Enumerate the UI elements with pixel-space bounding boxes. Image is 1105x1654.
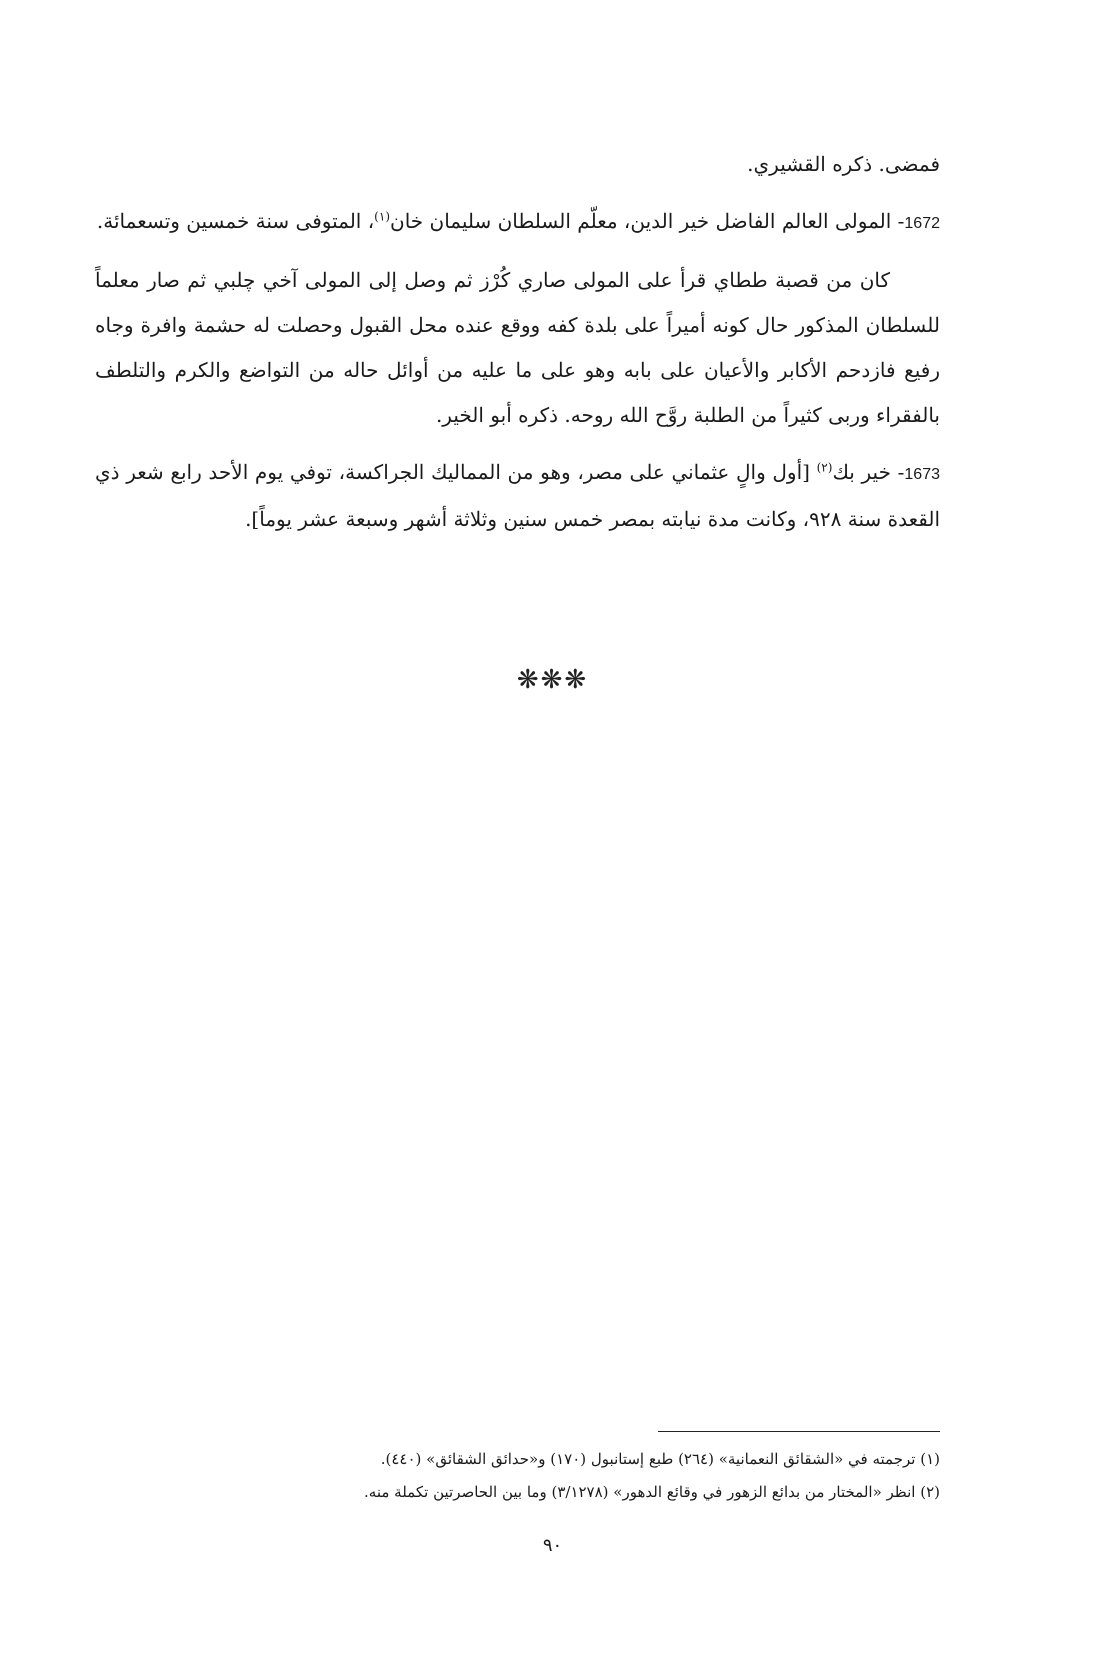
entry-1673-text: 1673- خير بك$^{(٢)}$ [أول والٍ عثماني على مصر، وهو من المماليك الجراكسة، توفي يوم الأحد رابع شعر ذي القعدة سنة ٩٢٨، وكانت مدة نيابته بمصر خمس سنين وثلاثة أشهر وسبعة عشر يوماً]. xyxy=(95,460,940,531)
footnote-separator xyxy=(658,1431,940,1432)
footnote-ref-2: (٢) xyxy=(816,460,833,475)
entry-heading-text: المولى العالم الفاضل خير الدين، معلّم السلطان سليمان خان xyxy=(390,209,892,233)
main-text xyxy=(95,142,940,554)
entry-1673 xyxy=(95,450,940,542)
entry-heading-text-cont: ، المتوفى سنة خمسين وتسعمائة. xyxy=(96,209,375,233)
entry-number: 1672 xyxy=(904,215,940,232)
footnote-2: (٢) انظر «المختار من بدائع الزهور في وقائع الدهور» (٣/١٢٧٨) وما بين الحاصرتين تكملة منه. xyxy=(364,1483,940,1501)
entry-text-cont: [أول والٍ عثماني على مصر، وهو من المماليك الجراكسة، توفي يوم الأحد رابع شعر ذي القعدة سنة ٩٢٨، وكانت مدة نيابته بمصر خمس سنين وثلاثة أشهر وسبعة عشر يوماً]. xyxy=(95,460,940,531)
page-number: ٩٠ xyxy=(542,1535,563,1556)
entry-text: خير بك xyxy=(832,460,891,484)
entry-number: 1673 xyxy=(904,466,940,483)
footnote-1: (١) ترجمته في «الشقائق النعمانية» (٢٦٤) طبع إستانبول (١٧٠) و«حدائق الشقائق» (٤٤٠). xyxy=(380,1450,940,1468)
entry-1672 xyxy=(95,199,940,246)
entry-1672-paragraph: كان من قصبة ططاي قرأ على المولى صاري كُرْز ثم وصل إلى المولى آخي چلبي ثم صار معلماً للسلطان المذكور حال كونه أميراً على بلدة كفه ووقع عنده محل القبول وحصلت له حشمة وافرة وجاه رفيع فازدحم الأكابر والأعيان على بابه وهو على ما عليه من أوائل حاله من التواضع والكرم والتلطف بالفقراء وربى كثيراً من الطلبة روَّح الله روحه. ذكره أبو الخير. xyxy=(95,268,940,427)
footnote-ref-1: (١) xyxy=(374,209,390,224)
section-divider-ornament: ❋❋❋ xyxy=(516,665,589,695)
footnotes xyxy=(95,1443,940,1509)
opening-line: فمضى. ذكره القشيري. xyxy=(747,152,940,176)
entry-1672-heading: 1672- المولى العالم الفاضل خير الدين، معلّم السلطان سليمان خان$^{(١)}$، المتوفى سنة خمسين وتسعمائة. xyxy=(96,209,940,233)
